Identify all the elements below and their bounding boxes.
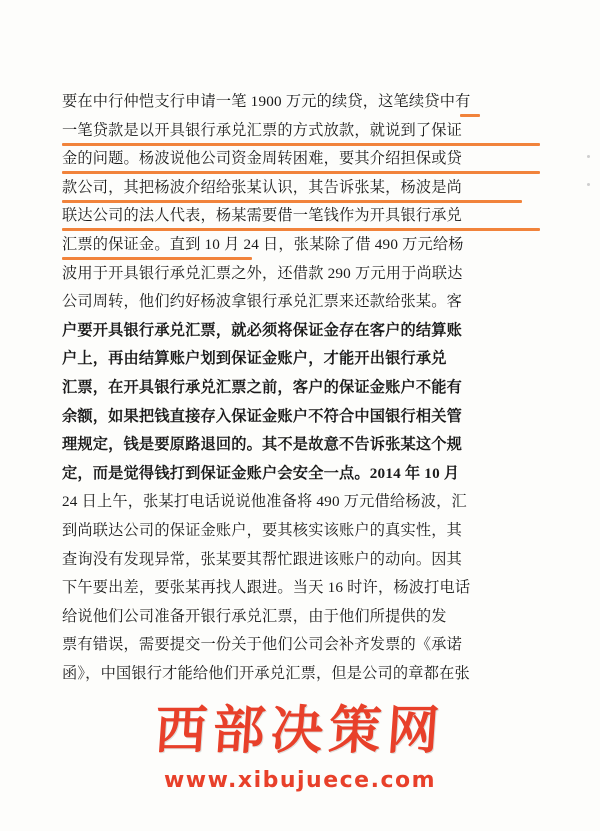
text-line: 24 日上午，张某打电话说说他准备将 490 万元借给杨波，汇 (62, 493, 467, 511)
text-line: 函》，中国银行才能给他们开承兑汇票，但是公司的章都在张 (62, 664, 470, 682)
highlight-underline (62, 200, 522, 203)
text-line: 下午要出差，要张某再找人跟进。当天 16 时许，杨波打电话 (62, 579, 471, 597)
text-line: 票有错误，需要提交一份关于他们公司会补齐发票的《承诺 (62, 636, 463, 654)
text-line: 波用于开具银行承兑汇票之外，还借款 290 万元用于尚联达 (62, 264, 463, 282)
highlight-underline (62, 257, 252, 260)
text-line: 到尚联达公司的保证金账户，要其核实该账户的真实性，其 (62, 521, 463, 539)
watermark (0, 700, 600, 793)
text-line-highlighted: 余额，如果把钱直接存入保证金账户不符合中国银行相关管 (62, 407, 463, 425)
text-line: 一笔贷款是以开具银行承兑汇票的方式放款，就说到了保证 (62, 121, 463, 139)
text-line-highlighted: 定，而是觉得钱打到保证金账户会安全一点。2014 年 10 月 (62, 464, 460, 482)
scan-speck (587, 183, 590, 186)
text-line-highlighted: 理规定，钱是要原路退回的。其不是故意不告诉张某这个规 (62, 436, 463, 454)
highlight-underline (62, 143, 540, 146)
text-line: 查询没有发现异常，张某要其帮忙跟进该账户的动向。因其 (62, 550, 463, 568)
text-line: 要在中行仲恺支行申请一笔 1900 万元的续贷，这笔续贷中有 (62, 93, 471, 110)
highlight-underline (62, 171, 540, 174)
text-line: 金的问题。杨波说他公司资金周转困难，要其介绍担保或贷 (62, 150, 463, 168)
text-line-highlighted: 汇票，在开具银行承兑汇票之前，客户的保证金账户不能有 (62, 378, 463, 396)
watermark-text: 西部决策网 (152, 701, 448, 761)
document-text-body (62, 88, 540, 688)
highlight-underline (460, 114, 480, 117)
scan-speck (587, 155, 590, 158)
watermark-url: www.xibujuece.com (163, 768, 437, 793)
text-line: 给说他们公司准备开银行承兑汇票，由于他们所提供的发 (62, 607, 447, 625)
text-line-highlighted: 户上，再由结算账户划到保证金账户，才能开出银行承兑 (62, 350, 447, 368)
text-line: 款公司，其把杨波介绍给张某认识，其告诉张某，杨波是尚 (62, 178, 463, 196)
highlight-underline (62, 228, 540, 231)
text-line-highlighted: 户要开具银行承兑汇票，就必须将保证金存在客户的结算账 (62, 321, 463, 339)
text-line: 公司周转，他们约好杨波拿银行承兑汇票来还款给张某。客 (62, 293, 463, 311)
text-line: 联达公司的法人代表，杨某需要借一笔钱作为开具银行承兑 (62, 207, 463, 225)
text-line: 汇票的保证金。直到 10 月 24 日，张某除了借 490 万元给杨 (62, 235, 464, 253)
paragraph (62, 88, 540, 688)
